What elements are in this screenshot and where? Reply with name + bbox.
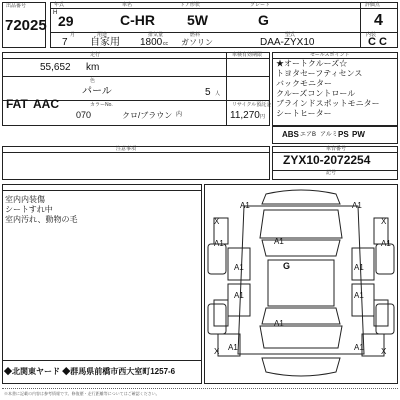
interior-color-mark: 内 (176, 112, 183, 118)
selling-point-item: シートヒーター (276, 109, 332, 118)
interior-color-value: クロ/ブラウン (122, 111, 173, 120)
inspection-label: 車検有効期限 (232, 52, 263, 58)
recycle-label: リサイクル預託金 (232, 102, 272, 108)
damage-mark: A1 (274, 319, 284, 328)
damage-mark: A1 (381, 239, 391, 248)
mileage-unit: km (86, 62, 100, 73)
seats-unit: 人 (215, 91, 221, 97)
damage-mark: A1 (240, 201, 250, 210)
era-mark: H (53, 10, 58, 16)
damage-mark: A1 (274, 237, 284, 246)
damage-mark: X (381, 347, 387, 356)
cc-label: 排気量 (148, 32, 164, 38)
mileage-label: 走行 (90, 52, 101, 58)
color-code-value: 070 (76, 110, 92, 120)
selling-point-item: トヨタセーフティセンス (276, 69, 363, 78)
color-code-label: カラーNo. (90, 102, 113, 108)
selling-point-item: ★オートクルーズ☆ (276, 59, 348, 68)
equipment-abs: ABS (282, 130, 299, 139)
transmission-value: FAT (6, 97, 28, 111)
mark-label: 記号 (326, 170, 337, 176)
chassis-value: ZYX10-2072254 (283, 153, 371, 167)
doors-label: ドア形状 (180, 2, 200, 8)
month-label: 月 (70, 32, 76, 38)
model-label: 車名 (122, 2, 133, 8)
color-value: パール (82, 86, 112, 97)
inspector-note: 室内内装傷 (5, 195, 45, 204)
remarks-label: 注意事項 (116, 146, 137, 152)
month-value: 7 (62, 37, 68, 48)
type-value: DAA-ZYX10 (260, 37, 315, 48)
damage-mark: G (283, 261, 291, 271)
inspector-note: 室内汚れ、動物の毛 (5, 215, 78, 224)
interior-label: 内装 (366, 32, 377, 38)
selling-point-item: ブラインドスポットモニター (276, 99, 380, 108)
chassis-label: 車台番号 (326, 146, 347, 152)
grade-value: G (258, 12, 269, 28)
damage-mark: A1 (228, 343, 238, 352)
usage-label: 用途 (97, 32, 108, 38)
damage-mark: A1 (234, 291, 244, 300)
inspector-note: シートすれ中 (5, 205, 53, 214)
damage-mark: X (214, 217, 220, 226)
color-label: 色 (90, 78, 96, 84)
footer-fine-print: ※本書に記載の内容は参考情報です。修復歴・走行距離等についてはご確認ください。 (4, 391, 160, 396)
damage-mark: A1 (354, 263, 364, 272)
equipment-airbag: エアB (300, 132, 317, 138)
damage-mark: A1 (234, 263, 244, 272)
seats-value: 5 (205, 87, 211, 98)
inspector-notes-box (2, 184, 202, 384)
selling-points-label: セールスポイント (310, 52, 350, 58)
selling-point-item: クルーズコントロール (276, 89, 356, 98)
selling-point-item: バックモニター (276, 79, 332, 88)
damage-mark: X (381, 217, 387, 226)
year-value: 29 (58, 13, 74, 29)
type-label: 型式 (285, 32, 296, 38)
grade-label: グレード (250, 2, 271, 8)
aircon-value: AAC (33, 97, 59, 111)
damage-mark: A1 (352, 201, 362, 210)
damage-mark: X (214, 347, 220, 356)
mileage-value: 55,652 (40, 62, 71, 73)
score-label: 評価点 (365, 2, 381, 8)
fuel-value: ガソリン (181, 38, 213, 47)
auction-location: ◆北関東ヤード ◆群馬県前橋市西大室町1257-6 (4, 367, 176, 376)
year-label: 年式 (54, 2, 65, 8)
car-diagram (204, 184, 398, 384)
damage-mark: A1 (214, 239, 224, 248)
recycle-value: 11,270 (230, 110, 260, 121)
recycle-unit: 円 (260, 114, 266, 120)
cc-unit: cc (163, 41, 168, 47)
interior-value: C C (368, 36, 387, 48)
fuel-label: 燃料 (190, 32, 201, 38)
lot-number-label: 出品番号 (6, 3, 27, 9)
equipment-sunroof: アルミ (320, 132, 338, 138)
damage-mark: A1 (354, 343, 364, 352)
equipment-ps: PS (338, 130, 349, 139)
doors-value: 5W (187, 12, 208, 28)
model-value: C-HR (120, 12, 155, 28)
cc-value: 1800 (140, 37, 163, 48)
usage-value: 自家用 (90, 37, 120, 48)
lot-number: 72025 (5, 17, 47, 34)
equipment-pw: PW (352, 130, 365, 139)
damage-mark: A1 (354, 291, 364, 300)
score-value: 4 (374, 12, 383, 29)
